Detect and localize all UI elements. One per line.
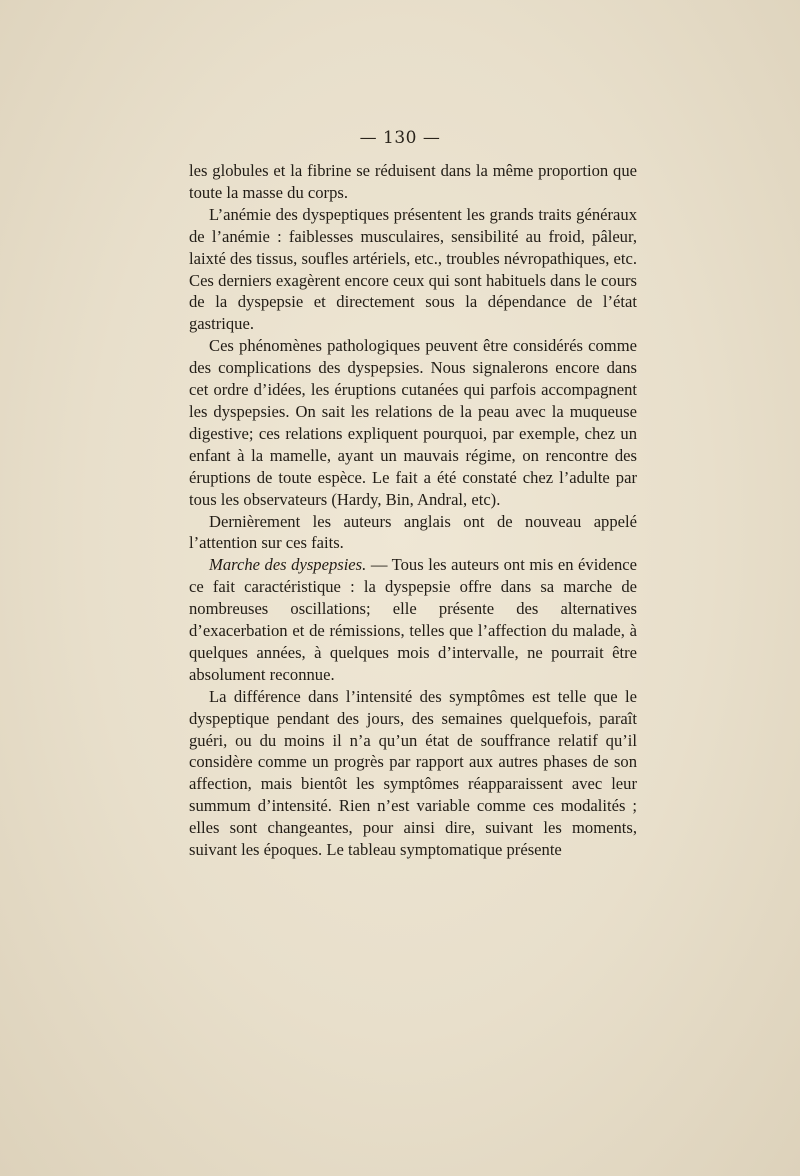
page-number: — 130 — — [359, 128, 441, 148]
paragraph-complications: Ces phénomènes pathologiques peuvent être considérés comme des complications des dyspepsies. Nous signalerons encore dans cet ordre d’idées, les éruptions cutanées qui parfois accompagnent les dyspepsies. On sait les relations de la peau avec la muqueuse digestive; ces relations expliquent pourquoi, par exemple, chez un enfant à la mamelle, ayant un mauvais régime, on rencontre des éruptions de toute espèce. Le fait a été constaté chez l’adulte par tous les observateurs (Hardy, Bin, Andral, etc). — [189, 336, 637, 509]
paragraph-anemia: L’anémie des dyspeptiques présentent les grands traits généraux de l’anémie : faiblesses musculaires, sensibilité au froid, pâleur, laixté des tissus, soufles artériels, etc., troubles névropathiques, etc. Ces derniers exagèrent encore ceux qui sont habituels dans le cours de la dyspepsie et directement sous la dépendance de l’état gastrique. — [189, 204, 637, 334]
paragraph-continuation: les globules et la fibrine se réduisent dans la même proportion que toute la masse du corps. — [189, 161, 637, 202]
paragraph-difference: La différence dans l’intensité des symptômes est telle que le dyspeptique pendant des jours, des semaines quelquefois, paraît guéri, ou du moins il n’a qu’un état de souffrance relatif qu’il considère comme un progrès par rapport aux autres phases de son affection, mais bientôt les symptômes réapparaissent avec leur summum d’intensité. Rien n’est variable comme ces modalités ; elles sont changeantes, pour ainsi dire, suivant les moments, suivant les époques. Le tableau symptomatique présente — [189, 686, 637, 860]
section-heading: Marche des dyspepsies. — [209, 555, 367, 575]
paragraph-marche-text: — Tous les auteurs ont mis en évidence ce fait caractéristique : la dyspepsie offre dans sa marche de nombreuses oscillations; elle présente des alternatives d’exacerbation et de rémissions, telles que l’affection du malade, à quelques années, à quelques mois d’intervalle, ne pourrait être absolument reconnue. — [189, 555, 637, 684]
body-text — [189, 160, 637, 861]
paragraph-english-authors: Dernièrement les auteurs anglais ont de nouveau appelé l’attention sur ces faits. — [189, 511, 637, 553]
paragraph-marche — [189, 554, 637, 685]
